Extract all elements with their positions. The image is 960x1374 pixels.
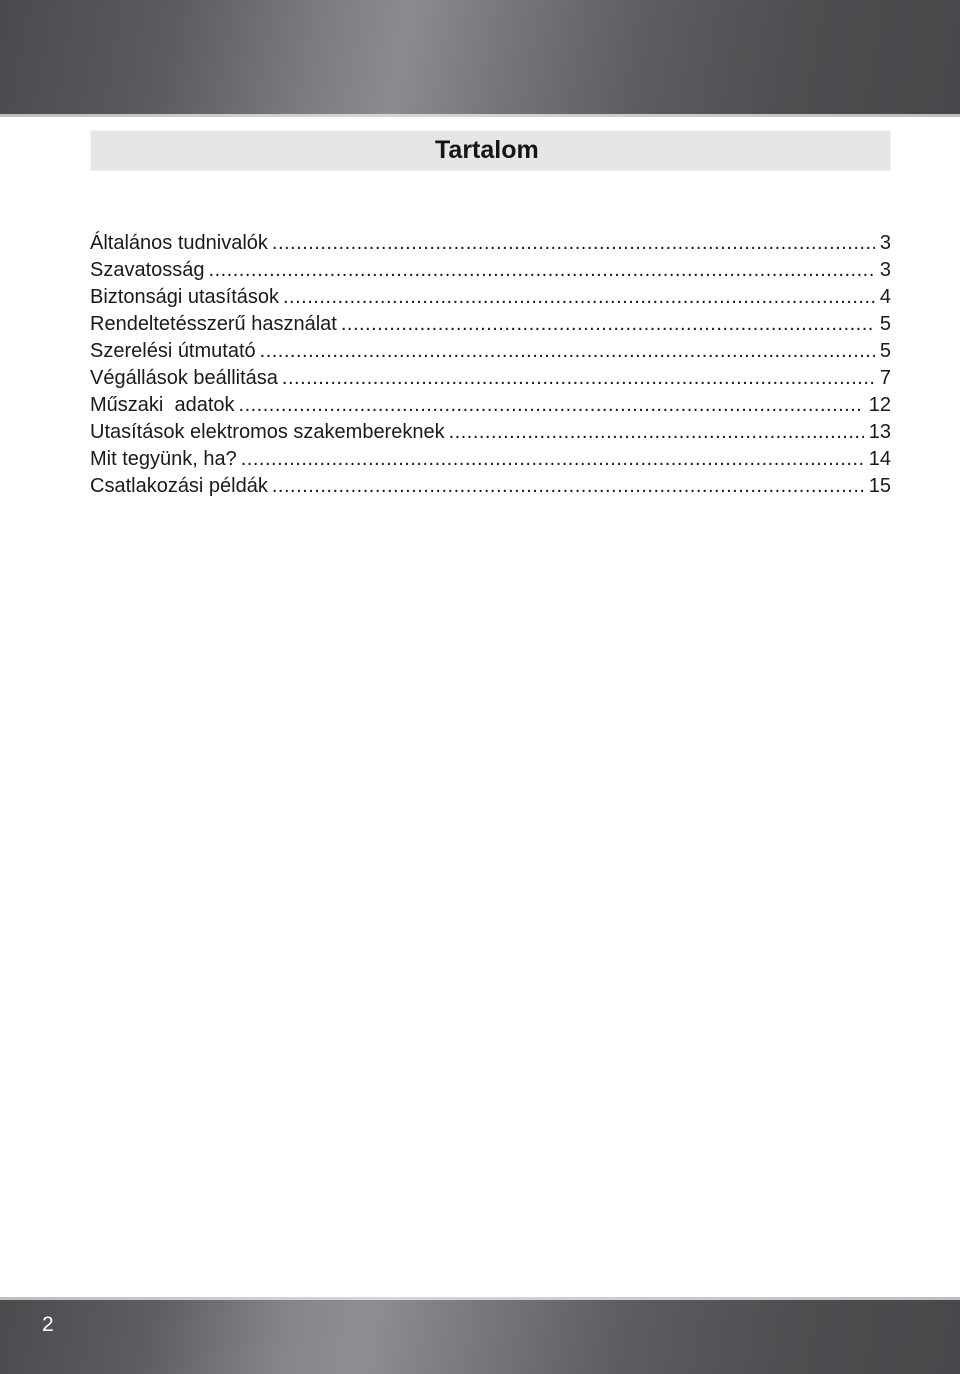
- toc-entry[interactable]: [90, 338, 891, 365]
- page-title: Tartalom: [435, 136, 539, 164]
- footer-band: [0, 1300, 960, 1374]
- toc-entry-label: Végállások beállitása: [90, 367, 278, 389]
- toc-entry[interactable]: [90, 284, 891, 311]
- toc-entry-page: 3: [879, 259, 891, 281]
- toc-leader-dots: [239, 392, 864, 419]
- toc-leader-dots: [272, 230, 875, 257]
- toc-entry-label: Műszaki adatok: [90, 394, 235, 416]
- toc-leader-dots: [283, 284, 875, 311]
- toc-entry[interactable]: [90, 392, 891, 419]
- toc-entry-page: 5: [879, 340, 891, 362]
- header-band: [0, 0, 960, 114]
- page-number: 2: [42, 1313, 54, 1336]
- toc-leader-dots: [272, 473, 864, 500]
- toc-leader-dots: [341, 311, 875, 338]
- toc-entry-label: Csatlakozási példák: [90, 475, 268, 497]
- toc-leader-dots: [209, 257, 875, 284]
- toc-leader-dots: [260, 338, 875, 365]
- toc-entry[interactable]: [90, 365, 891, 392]
- toc-leader-dots: [241, 446, 864, 473]
- toc-entry-page: 13: [868, 421, 891, 443]
- toc-entry[interactable]: [90, 311, 891, 338]
- toc-entry-label: Mit tegyünk, ha?: [90, 448, 237, 470]
- toc-leader-dots: [282, 365, 875, 392]
- table-of-contents: [90, 230, 891, 500]
- toc-entry[interactable]: [90, 473, 891, 500]
- toc-entry-label: Utasítások elektromos szakembereknek: [90, 421, 445, 443]
- toc-entry-label: Szerelési útmutató: [90, 340, 256, 362]
- toc-entry[interactable]: [90, 419, 891, 446]
- toc-leader-dots: [449, 419, 864, 446]
- header-divider: [0, 114, 960, 117]
- toc-entry[interactable]: [90, 446, 891, 473]
- toc-entry-page: 4: [879, 286, 891, 308]
- toc-entry[interactable]: [90, 230, 891, 257]
- toc-entry-page: 12: [868, 394, 891, 416]
- toc-entry-page: 14: [868, 448, 891, 470]
- toc-entry-label: Rendeltetésszerű használat: [90, 313, 337, 335]
- toc-entry-label: Általános tudnivalók: [90, 232, 268, 254]
- toc-entry-page: 7: [879, 367, 891, 389]
- toc-entry-page: 5: [879, 313, 891, 335]
- toc-entry-page: 15: [868, 475, 891, 497]
- toc-entry-label: Biztonsági utasítások: [90, 286, 279, 308]
- toc-entry-label: Szavatosság: [90, 259, 205, 281]
- toc-entry-page: 3: [879, 232, 891, 254]
- toc-entry[interactable]: [90, 257, 891, 284]
